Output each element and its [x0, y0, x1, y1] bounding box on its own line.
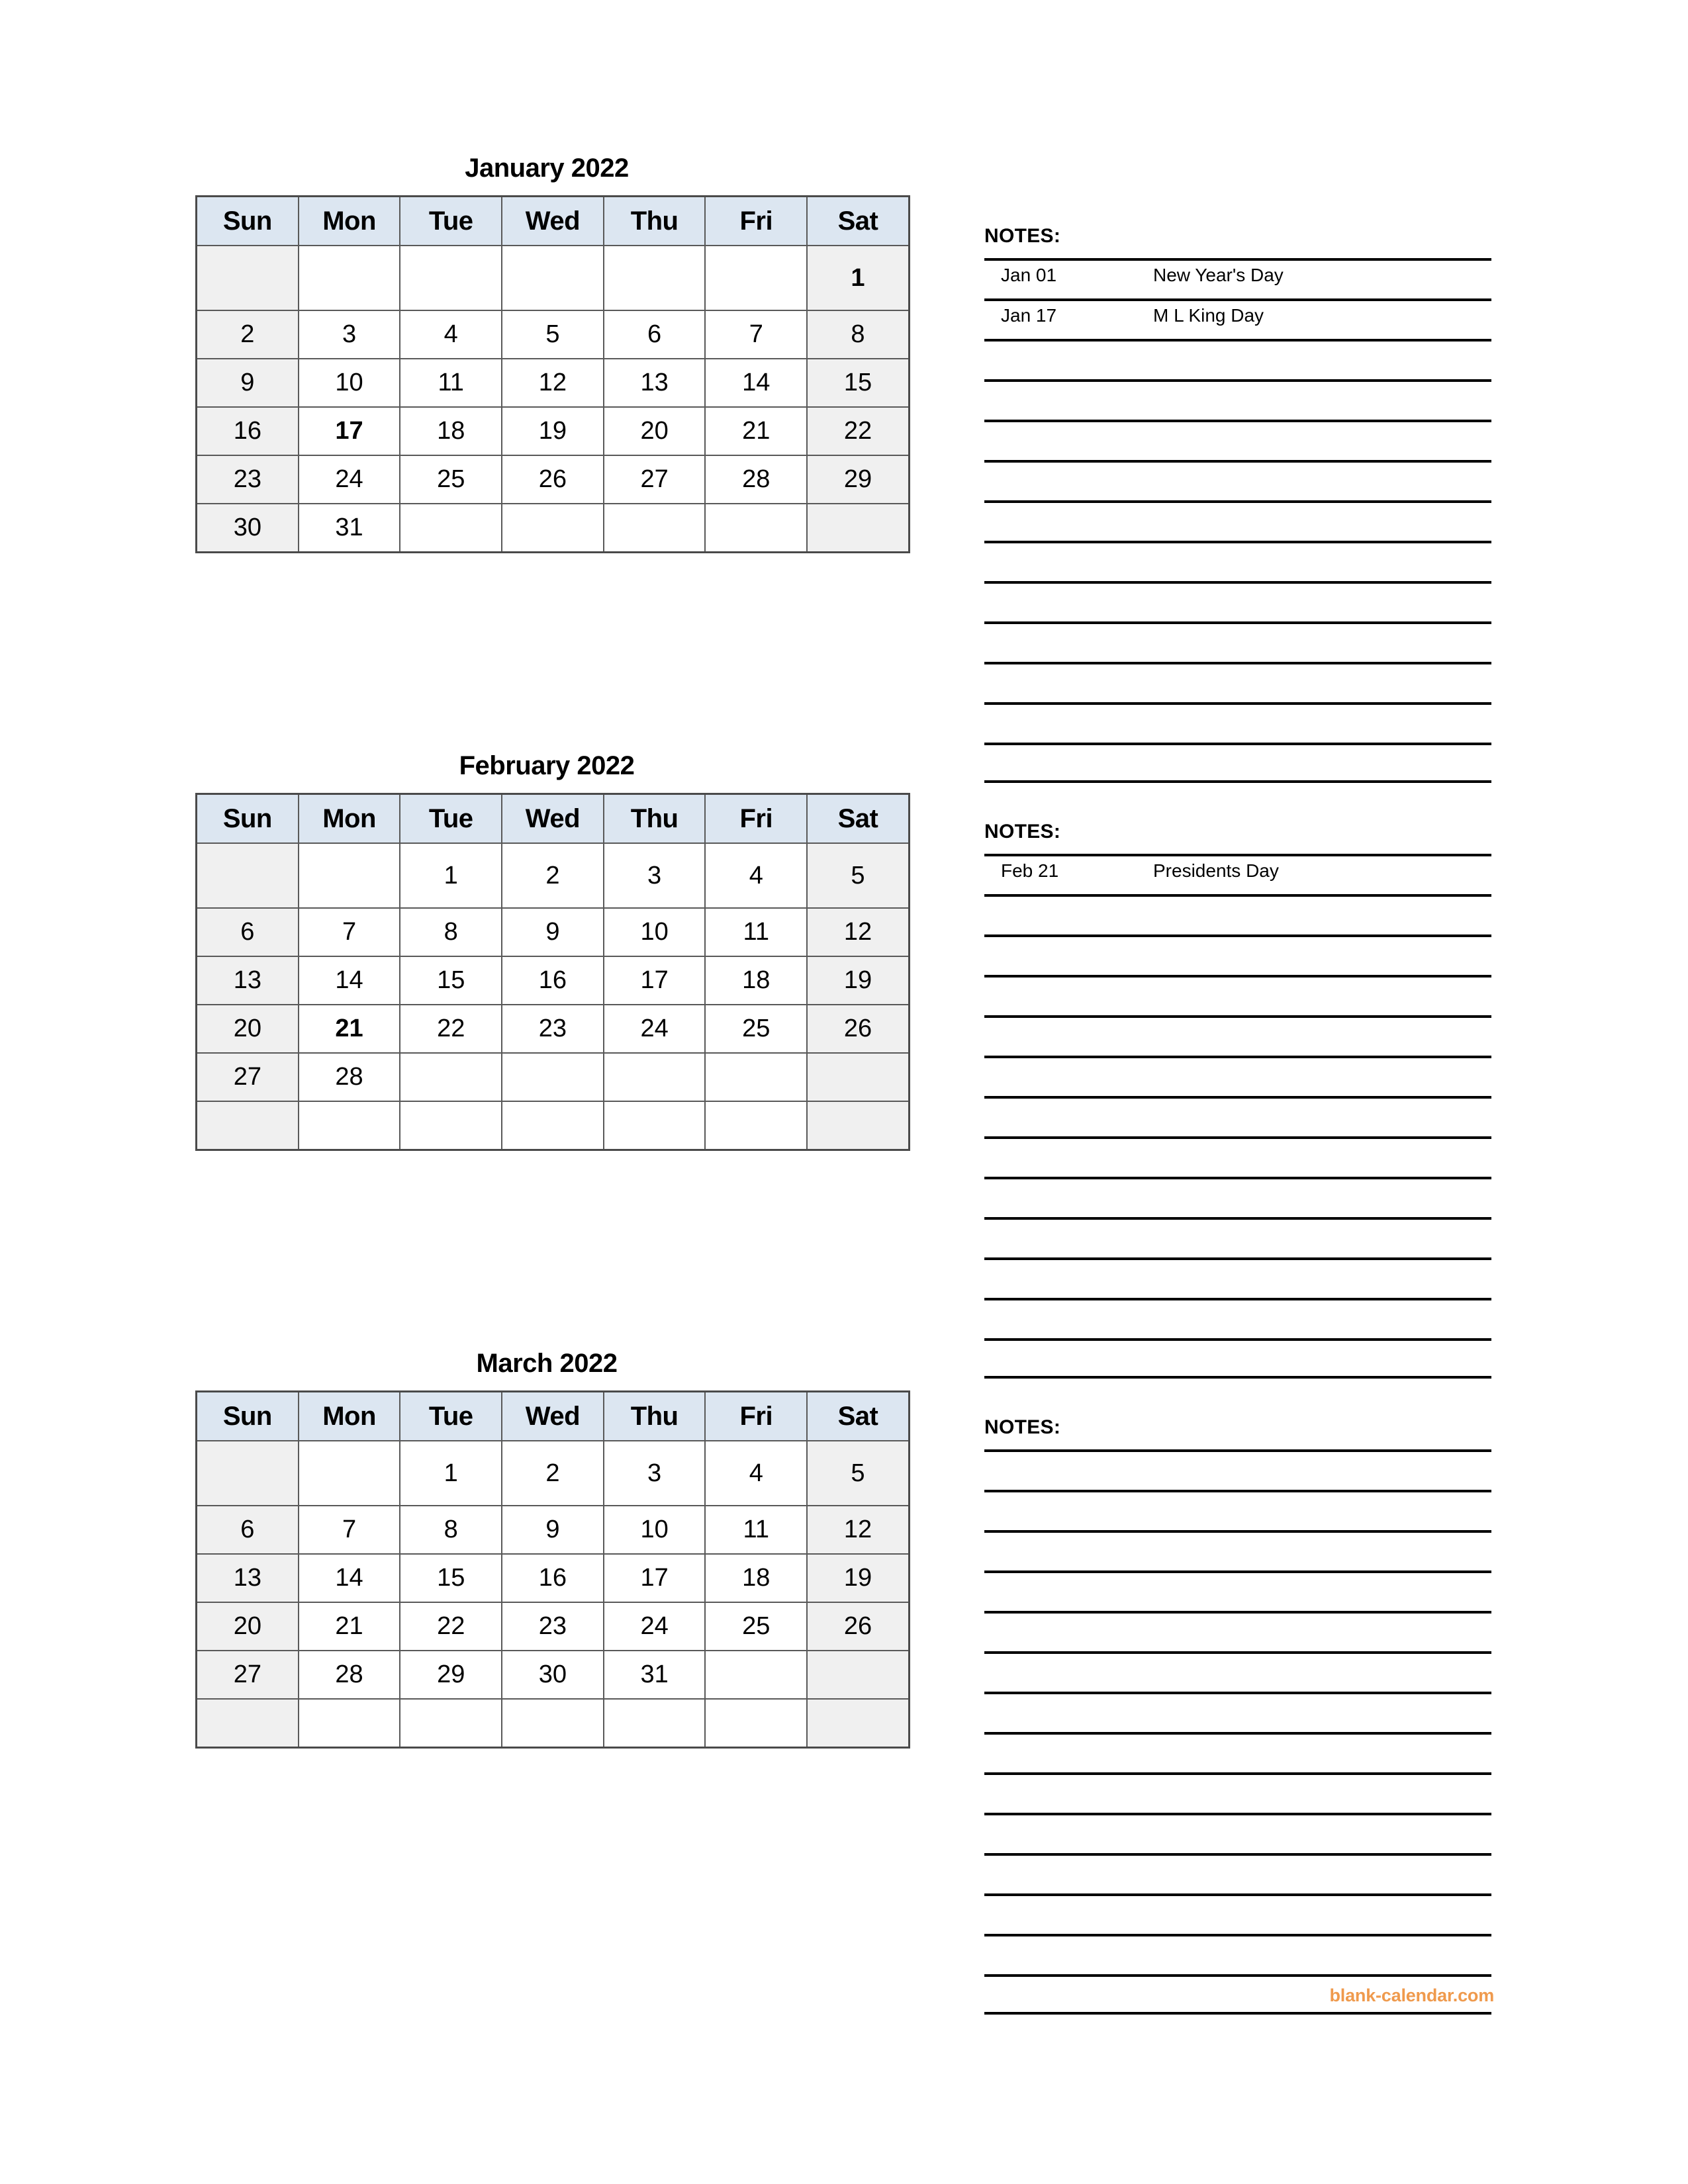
note-line[interactable]	[984, 934, 1491, 975]
weekday-header-thu: Thu	[604, 794, 706, 844]
note-entry-date: Jan 01	[1001, 265, 1057, 285]
month-block-february	[195, 747, 898, 1151]
weekday-header-row	[197, 794, 910, 844]
note-line[interactable]	[984, 1530, 1491, 1570]
calendar-day-cell[interactable]: 26	[807, 1005, 909, 1053]
calendar-day-cell[interactable]: 25	[705, 1602, 807, 1651]
note-line[interactable]	[984, 702, 1491, 743]
calendar-day-cell[interactable]: 14	[299, 956, 400, 1005]
note-line[interactable]	[984, 1096, 1491, 1136]
calendar-day-cell[interactable]: 5	[807, 843, 909, 908]
calendar-day-cell[interactable]: 20	[197, 1602, 299, 1651]
calendar-day-cell[interactable]: 27	[604, 455, 706, 504]
weekday-header-thu: Thu	[604, 1392, 706, 1441]
note-line[interactable]	[984, 854, 1491, 894]
calendar-day-cell-empty	[604, 1699, 706, 1748]
month-title: January 2022	[465, 154, 629, 183]
calendar-day-cell[interactable]: 18	[705, 956, 807, 1005]
weekday-header-sun: Sun	[197, 197, 299, 246]
calendar-day-cell-empty	[604, 504, 706, 553]
weekday-header-row	[197, 197, 910, 246]
weekday-header-sat: Sat	[807, 794, 909, 844]
calendar-day-cell-empty	[705, 246, 807, 310]
calendar-week-row	[197, 843, 910, 908]
calendar-day-cell[interactable]: 15	[400, 1554, 502, 1602]
calendar-day-cell-empty	[604, 1053, 706, 1101]
calendar-day-cell-empty	[705, 504, 807, 553]
calendar-week-row	[197, 1441, 910, 1506]
calendar-day-cell[interactable]: 19	[502, 407, 604, 455]
note-line[interactable]	[984, 1853, 1491, 1893]
notes-label: NOTES:	[984, 1416, 1061, 1438]
calendar-day-cell[interactable]: 14	[299, 1554, 400, 1602]
note-line[interactable]	[984, 1449, 1491, 1490]
note-line[interactable]	[984, 743, 1491, 783]
calendar-day-cell[interactable]: 30	[197, 504, 299, 553]
calendar-day-cell-empty	[807, 1651, 909, 1699]
calendar-week-row	[197, 956, 910, 1005]
calendar-day-cell[interactable]: 16	[502, 1554, 604, 1602]
calendar-day-cell[interactable]: 3	[299, 310, 400, 359]
calendar-day-cell[interactable]: 21	[299, 1005, 400, 1053]
calendar-day-cell-empty	[604, 246, 706, 310]
calendar-day-cell[interactable]: 22	[807, 407, 909, 455]
note-entry-date: Jan 17	[1001, 305, 1057, 326]
calendar-day-cell[interactable]: 18	[705, 1554, 807, 1602]
calendar-day-cell[interactable]: 11	[705, 1506, 807, 1554]
calendar-day-cell[interactable]: 8	[807, 310, 909, 359]
calendar-day-cell[interactable]: 6	[197, 908, 299, 956]
notes-lines[interactable]	[984, 1449, 1491, 2015]
calendar-day-cell[interactable]: 6	[197, 1506, 299, 1554]
calendar-day-cell[interactable]: 24	[604, 1005, 706, 1053]
calendar-day-cell[interactable]: 25	[705, 1005, 807, 1053]
note-line[interactable]	[984, 1015, 1491, 1056]
note-line[interactable]	[984, 1611, 1491, 1651]
calendar-week-row	[197, 908, 910, 956]
calendar-day-cell[interactable]: 13	[197, 1554, 299, 1602]
calendar-day-cell[interactable]: 16	[502, 956, 604, 1005]
calendar-grid-march	[195, 1390, 910, 1749]
calendar-day-cell[interactable]: 28	[299, 1651, 400, 1699]
calendar-day-cell-empty	[299, 246, 400, 310]
calendar-week-row	[197, 504, 910, 553]
weekday-header-sat: Sat	[807, 197, 909, 246]
weekday-header-sat: Sat	[807, 1392, 909, 1441]
calendar-day-cell[interactable]: 4	[400, 310, 502, 359]
calendar-day-cell[interactable]: 2	[502, 843, 604, 908]
calendar-day-cell[interactable]: 18	[400, 407, 502, 455]
calendar-day-cell-empty	[502, 1101, 604, 1150]
note-line[interactable]	[984, 258, 1491, 298]
calendar-day-cell[interactable]: 29	[807, 455, 909, 504]
calendar-day-cell-empty	[299, 1441, 400, 1506]
calendar-day-cell-empty	[197, 843, 299, 908]
calendar-day-cell[interactable]: 17	[299, 407, 400, 455]
calendar-body	[197, 246, 910, 553]
month-title: March 2022	[476, 1349, 618, 1378]
calendar-day-cell-empty	[400, 1699, 502, 1748]
note-line[interactable]	[984, 1732, 1491, 1772]
calendar-day-cell[interactable]: 8	[400, 1506, 502, 1554]
notes-block-january	[984, 225, 1494, 783]
calendar-day-cell[interactable]: 17	[604, 1554, 706, 1602]
calendar-day-cell[interactable]: 10	[299, 359, 400, 407]
weekday-header-wed: Wed	[502, 794, 604, 844]
month-title: February 2022	[459, 751, 635, 780]
note-line[interactable]	[984, 1217, 1491, 1257]
calendar-grid-february	[195, 793, 910, 1151]
calendar-day-cell-empty	[400, 246, 502, 310]
weekday-header-mon: Mon	[299, 197, 400, 246]
note-entry-date: Feb 21	[1001, 860, 1059, 881]
note-line[interactable]	[984, 975, 1491, 1015]
calendar-grid-january	[195, 195, 910, 553]
calendar-day-cell-empty	[299, 1699, 400, 1748]
calendar-day-cell[interactable]: 12	[502, 359, 604, 407]
calendar-week-row	[197, 1053, 910, 1101]
notes-label: NOTES:	[984, 821, 1061, 842]
note-line[interactable]	[984, 1570, 1491, 1611]
calendar-day-cell[interactable]: 20	[604, 407, 706, 455]
note-line[interactable]	[984, 460, 1491, 500]
calendar-day-cell[interactable]: 13	[604, 359, 706, 407]
note-line[interactable]	[984, 1813, 1491, 1853]
note-line[interactable]	[984, 1338, 1491, 1379]
calendar-day-cell[interactable]: 28	[705, 455, 807, 504]
calendar-day-cell[interactable]: 1	[400, 1441, 502, 1506]
calendar-day-cell[interactable]: 14	[705, 359, 807, 407]
calendar-day-cell-empty	[705, 1699, 807, 1748]
calendar-day-cell[interactable]: 2	[502, 1441, 604, 1506]
calendar-week-row	[197, 1101, 910, 1150]
calendar-day-cell[interactable]: 1	[807, 246, 909, 310]
calendar-day-cell-empty	[502, 1699, 604, 1748]
calendar-day-cell[interactable]: 11	[400, 359, 502, 407]
notes-lines[interactable]	[984, 854, 1491, 1379]
weekday-header-wed: Wed	[502, 197, 604, 246]
calendar-day-cell[interactable]: 11	[705, 908, 807, 956]
note-line[interactable]	[984, 1056, 1491, 1096]
calendar-day-cell[interactable]: 26	[502, 455, 604, 504]
calendar-day-cell-empty	[705, 1101, 807, 1150]
calendar-day-cell[interactable]: 15	[400, 956, 502, 1005]
calendar-week-row	[197, 1005, 910, 1053]
note-line[interactable]	[984, 339, 1491, 379]
calendar-day-cell[interactable]: 24	[604, 1602, 706, 1651]
weekday-header-fri: Fri	[705, 794, 807, 844]
weekday-header-tue: Tue	[400, 197, 502, 246]
month-block-march	[195, 1344, 898, 1749]
calendar-day-cell[interactable]: 4	[705, 843, 807, 908]
note-line[interactable]	[984, 621, 1491, 662]
calendar-day-cell[interactable]: 25	[400, 455, 502, 504]
calendar-body	[197, 843, 910, 1150]
site-footer: blank-calendar.com	[1329, 1985, 1494, 2005]
note-line[interactable]	[984, 581, 1491, 621]
note-entry-description: Presidents Day	[1153, 860, 1279, 881]
note-line[interactable]	[984, 894, 1491, 934]
calendar-day-cell[interactable]: 16	[197, 407, 299, 455]
calendar-day-cell[interactable]: 4	[705, 1441, 807, 1506]
calendar-day-cell[interactable]: 10	[604, 1506, 706, 1554]
note-line[interactable]	[984, 1177, 1491, 1217]
calendar-day-cell-empty	[502, 1053, 604, 1101]
calendar-day-cell-empty	[299, 843, 400, 908]
note-line[interactable]	[984, 1490, 1491, 1530]
weekday-header-sun: Sun	[197, 1392, 299, 1441]
note-line[interactable]	[984, 1298, 1491, 1338]
note-entry-description: M L King Day	[1153, 305, 1264, 326]
calendar-day-cell[interactable]: 27	[197, 1053, 299, 1101]
calendar-day-cell[interactable]: 19	[807, 1554, 909, 1602]
calendar-day-cell[interactable]: 1	[400, 843, 502, 908]
note-line[interactable]	[984, 1257, 1491, 1298]
weekday-header-fri: Fri	[705, 197, 807, 246]
calendar-day-cell[interactable]: 6	[604, 310, 706, 359]
notes-label: NOTES:	[984, 225, 1061, 247]
note-line[interactable]	[984, 541, 1491, 581]
notes-block-february	[984, 821, 1494, 1379]
note-line[interactable]	[984, 420, 1491, 460]
weekday-header-tue: Tue	[400, 1392, 502, 1441]
weekday-header-sun: Sun	[197, 794, 299, 844]
calendar-day-cell-empty	[807, 1101, 909, 1150]
calendar-day-cell[interactable]: 9	[197, 359, 299, 407]
calendar-day-cell[interactable]: 23	[502, 1005, 604, 1053]
calendar-day-cell[interactable]: 24	[299, 455, 400, 504]
note-line[interactable]	[984, 379, 1491, 420]
weekday-header-wed: Wed	[502, 1392, 604, 1441]
calendar-day-cell-empty	[807, 1053, 909, 1101]
calendar-week-row	[197, 359, 910, 407]
calendar-day-cell[interactable]: 5	[807, 1441, 909, 1506]
calendar-week-row	[197, 1554, 910, 1602]
calendar-day-cell[interactable]: 17	[604, 956, 706, 1005]
calendar-day-cell[interactable]: 9	[502, 908, 604, 956]
calendar-day-cell[interactable]: 21	[299, 1602, 400, 1651]
calendar-day-cell[interactable]: 23	[197, 455, 299, 504]
calendar-week-row	[197, 1506, 910, 1554]
calendar-body	[197, 1441, 910, 1748]
weekday-header-tue: Tue	[400, 794, 502, 844]
calendar-day-cell[interactable]: 28	[299, 1053, 400, 1101]
calendar-week-row	[197, 1602, 910, 1651]
note-entry-description: New Year's Day	[1153, 265, 1284, 285]
note-line[interactable]	[984, 1772, 1491, 1813]
calendar-day-cell[interactable]: 13	[197, 956, 299, 1005]
calendar-day-cell[interactable]: 22	[400, 1602, 502, 1651]
calendar-day-cell-empty	[299, 1101, 400, 1150]
note-line[interactable]	[984, 1692, 1491, 1732]
calendar-day-cell-empty	[502, 504, 604, 553]
calendar-week-row	[197, 455, 910, 504]
calendar-day-cell[interactable]: 10	[604, 908, 706, 956]
weekday-header-thu: Thu	[604, 197, 706, 246]
calendar-day-cell-empty	[400, 1053, 502, 1101]
notes-block-march	[984, 1416, 1494, 2015]
calendar-week-row	[197, 407, 910, 455]
calendar-day-cell-empty	[807, 504, 909, 553]
calendar-week-row	[197, 246, 910, 310]
calendar-day-cell[interactable]: 20	[197, 1005, 299, 1053]
calendar-day-cell-empty	[705, 1053, 807, 1101]
weekday-header-row	[197, 1392, 910, 1441]
calendar-week-row	[197, 1699, 910, 1748]
calendar-day-cell[interactable]: 9	[502, 1506, 604, 1554]
note-line[interactable]	[984, 1934, 1491, 1974]
note-line[interactable]	[984, 500, 1491, 541]
calendar-day-cell[interactable]: 12	[807, 908, 909, 956]
calendar-day-cell[interactable]: 30	[502, 1651, 604, 1699]
note-line[interactable]	[984, 1893, 1491, 1934]
weekday-header-mon: Mon	[299, 1392, 400, 1441]
note-line[interactable]	[984, 298, 1491, 339]
note-line[interactable]	[984, 662, 1491, 702]
calendar-day-cell[interactable]: 3	[604, 1441, 706, 1506]
calendar-week-row	[197, 1651, 910, 1699]
calendar-day-cell[interactable]: 12	[807, 1506, 909, 1554]
weekday-header-mon: Mon	[299, 794, 400, 844]
calendar-week-row	[197, 310, 910, 359]
calendar-day-cell[interactable]: 7	[299, 908, 400, 956]
calendar-day-cell[interactable]: 21	[705, 407, 807, 455]
calendar-day-cell[interactable]: 3	[604, 843, 706, 908]
calendar-day-cell[interactable]: 22	[400, 1005, 502, 1053]
calendar-day-cell-empty	[400, 1101, 502, 1150]
weekday-header-fri: Fri	[705, 1392, 807, 1441]
calendar-day-cell-empty	[400, 504, 502, 553]
note-line[interactable]	[984, 1651, 1491, 1692]
calendar-day-cell[interactable]: 27	[197, 1651, 299, 1699]
calendar-day-cell-empty	[197, 1101, 299, 1150]
calendar-day-cell[interactable]: 8	[400, 908, 502, 956]
calendar-day-cell[interactable]: 31	[299, 504, 400, 553]
calendar-day-cell-empty	[197, 1441, 299, 1506]
calendar-day-cell[interactable]: 15	[807, 359, 909, 407]
calendar-day-cell-empty	[197, 1699, 299, 1748]
calendar-day-cell[interactable]: 7	[705, 310, 807, 359]
calendar-day-cell[interactable]: 2	[197, 310, 299, 359]
calendar-day-cell-empty	[604, 1101, 706, 1150]
calendar-day-cell-empty	[705, 1651, 807, 1699]
calendar-day-cell[interactable]: 23	[502, 1602, 604, 1651]
note-line[interactable]	[984, 1136, 1491, 1177]
notes-lines[interactable]	[984, 258, 1491, 783]
calendar-day-cell-empty	[197, 246, 299, 310]
calendar-day-cell[interactable]: 7	[299, 1506, 400, 1554]
calendar-day-cell[interactable]: 31	[604, 1651, 706, 1699]
calendar-day-cell-empty	[502, 246, 604, 310]
calendar-day-cell[interactable]: 19	[807, 956, 909, 1005]
calendar-day-cell[interactable]: 26	[807, 1602, 909, 1651]
month-block-january	[195, 149, 898, 553]
calendar-day-cell-empty	[807, 1699, 909, 1748]
calendar-day-cell[interactable]: 29	[400, 1651, 502, 1699]
calendar-day-cell[interactable]: 5	[502, 310, 604, 359]
